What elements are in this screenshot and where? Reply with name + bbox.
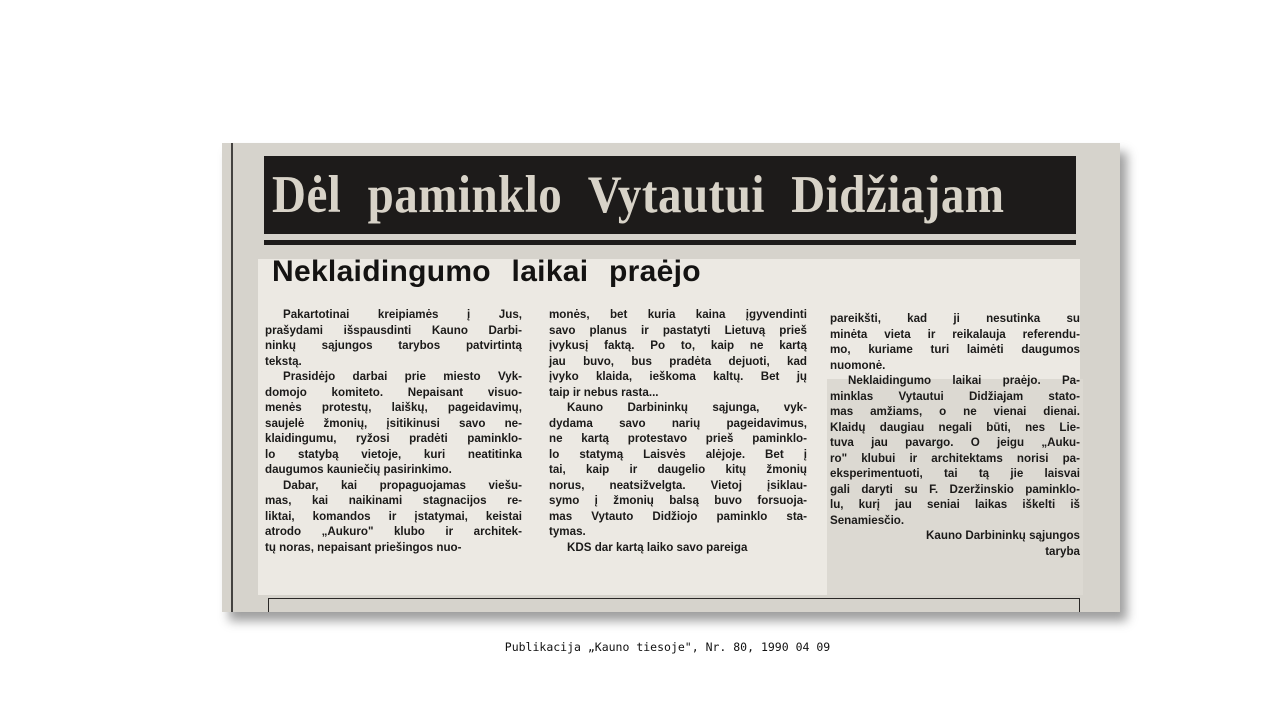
article-text-line: Kauno Darbininkų sąjunga, vyk- [567, 401, 807, 414]
article-text-line: domojo komiteto. Nepaisant visuo- [265, 385, 522, 399]
article-column-1 [265, 307, 522, 555]
article-text-line: jau buvo, bus pradėta dejuoti, kad [549, 354, 807, 368]
article-text-line: Kauno Darbininkų sąjungos [926, 529, 1080, 542]
bottom-border-left [268, 598, 269, 612]
article-text-line: Senamiesčio. [830, 513, 905, 527]
article-text-line: mas amžiams, o ne vienai dienai. [830, 405, 1080, 418]
article-text-line: mas Vytauto Didžiojo paminklo sta- [549, 509, 807, 523]
article-text-line: atrodo „Aukuro" klubo ir architek- [265, 525, 522, 538]
article-text-line: tuva jau pavargo. O jeigu „Auku- [830, 436, 1080, 449]
masthead-banner [264, 156, 1076, 234]
article-text-line: menės protestų, laiškų, pageidavimų, [265, 401, 522, 414]
article-text-line: taip ir nebus rasta... [549, 385, 659, 399]
article-text-line: minėta vieta ir reikalauja referendu- [830, 327, 1080, 341]
masthead-title: Dėl paminklo Vytautui Didžiajam [272, 165, 1005, 225]
article-text-line: Neklaidingumo laikai praėjo. Pa- [848, 374, 1080, 387]
article-text-line: Klaidų daugiau negali būti, nes Lie- [830, 420, 1080, 434]
article-text-line: mo, kuriame turi laimėti daugumos [830, 343, 1080, 356]
article-text-line: nuomonė. [830, 358, 886, 372]
article-text-line: dydama savo narių pageidavimus, [549, 416, 807, 430]
article-text-line: pareikšti, kad ji nesutinka su [830, 312, 1080, 325]
article-text-line: Prasidėjo darbai prie miesto Vyk- [283, 370, 522, 383]
article-text-line: lu, kurį jau seniai laikas iškelti iš [830, 498, 1080, 511]
article-text-line: symo į žmonių balsą buvo forsuoja- [549, 494, 807, 507]
article-text-line: taryba [1045, 544, 1080, 558]
article-text-line: lo statybą vietoje, kuri neatitinka [265, 447, 522, 461]
article-text-line: monės, bet kuria kaina įgyvendinti [549, 308, 807, 321]
article-text-line: ninkų sąjungos tarybos patvirtintą [265, 339, 522, 352]
article-subheading: Neklaidingumo laikai praėjo [272, 255, 701, 288]
article-text-line: saujelė žmonių, įsitikinusi savo ne- [265, 416, 522, 430]
article-text-line: tai, kaip ir daugelio kitų žmonių [549, 463, 807, 476]
publication-caption: Publikacija „Kauno tiesoje", Nr. 80, 1990 04 09 [504, 640, 831, 654]
article-text-line: klaidingumu, ryžosi pradėti paminklo- [265, 432, 522, 445]
article-column-2 [549, 307, 807, 555]
article-text-line: tų noras, nepaisant priešingos nuo- [265, 540, 462, 554]
article-text-line: liktai, komandos ir įstatymai, keistai [265, 509, 522, 523]
masthead-rule [264, 240, 1076, 245]
article-text-line: daugumos kauniečių pasirinkimo. [265, 463, 452, 476]
article-text-line: norus, neatsižvelgta. Vietoj įsiklau- [549, 478, 807, 492]
newspaper-clipping [222, 143, 1120, 612]
article-text-line: ne kartą protestavo prieš paminklo- [549, 432, 807, 445]
article-text-line: gali daryti su F. Dzeržinskio paminklo- [830, 482, 1080, 496]
article-text-line: KDS dar kartą laiko savo pareiga [567, 540, 748, 554]
article-text-line: prašydami išspausdinti Kauno Darbi- [265, 323, 522, 337]
article-text-line: minklas Vytautui Didžiajam stato- [830, 389, 1080, 403]
article-text-line: Dabar, kai propaguojamas viešu- [283, 478, 522, 492]
bottom-border-right [1079, 598, 1080, 612]
article-text-line: tekstą. [265, 354, 302, 368]
article-text-line: tymas. [549, 525, 586, 538]
article-text-line: savo planus ir pastatyti Lietuvą prieš [549, 323, 807, 337]
article-text-line: eksperimentuoti, tai tą jie laisvai [830, 467, 1080, 480]
bottom-border-line [268, 598, 1080, 599]
column-divider-line [231, 143, 233, 612]
article-text-line: įvyko klaida, ieškoma kaltų. Bet jų [549, 370, 807, 383]
article-text-line: ro" klubui ir architektams norisi pa- [830, 451, 1080, 465]
article-column-3 [830, 311, 1080, 559]
article-text-line: mas, kai naikinami stagnacijos re- [265, 494, 522, 507]
article-text-line: Pakartotinai kreipiamės į Jus, [283, 308, 522, 321]
article-text-line: lo statymą Laisvės alėjoje. Bet į [549, 447, 807, 461]
article-text-line: įvykusį faktą. Po to, kaip ne kartą [549, 339, 807, 352]
